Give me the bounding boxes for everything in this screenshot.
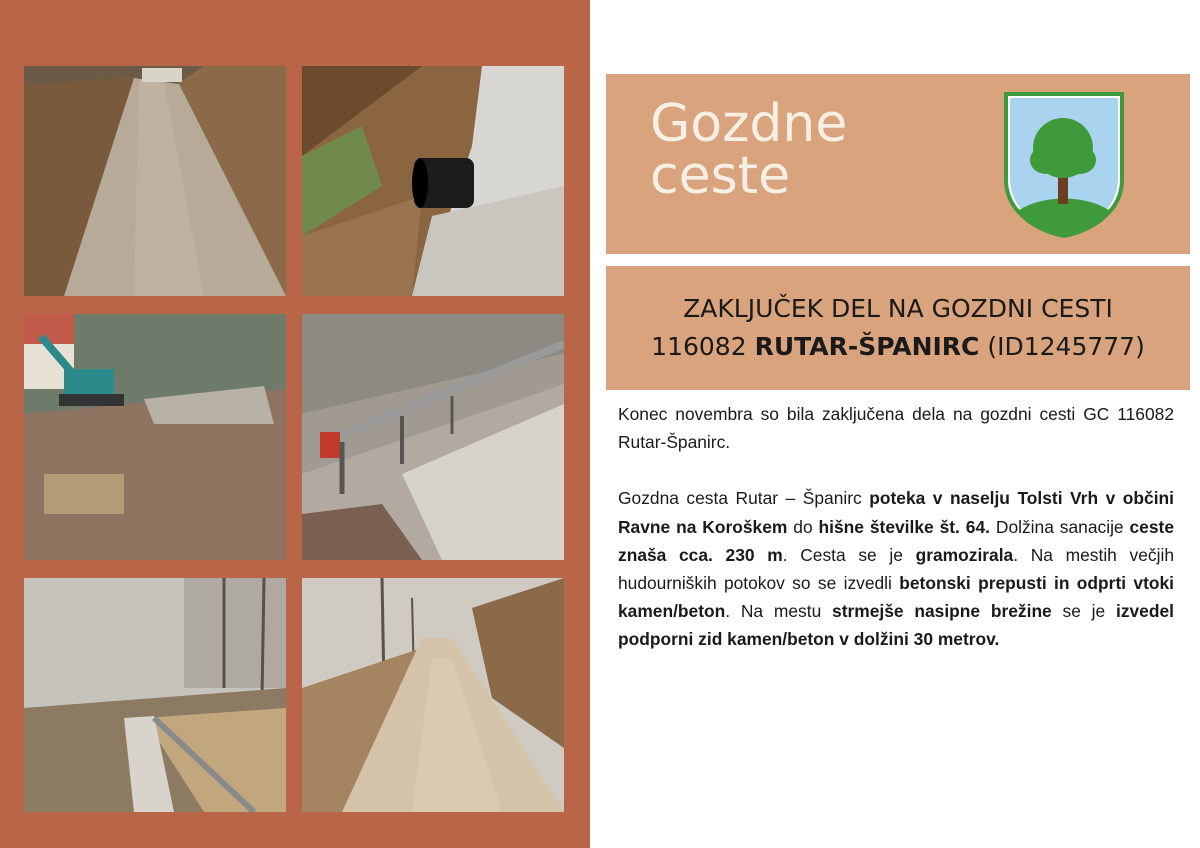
title-line-2: ceste bbox=[650, 146, 791, 206]
text-span: do bbox=[787, 516, 819, 537]
photo-finished-road bbox=[302, 578, 564, 812]
photo-excavator bbox=[24, 314, 286, 560]
bold-span: poteka v naselju Tolsti Vrh v občini Ravne na Koroškem bbox=[618, 488, 1174, 537]
page-title bbox=[650, 94, 848, 206]
text-span: Gozdna cesta Rutar – Španirc bbox=[618, 488, 870, 509]
title-box bbox=[606, 74, 1190, 254]
text-span: Dolžina sanacije bbox=[989, 516, 1130, 537]
title-line-1: Gozdne bbox=[650, 94, 848, 154]
bold-span: hišne številke št. 64. bbox=[818, 516, 990, 537]
heading-line-2 bbox=[651, 328, 1145, 366]
photo-panel bbox=[0, 0, 590, 848]
bold-span: betonski prepusti in odprti vtoki kamen/beton bbox=[618, 573, 1174, 622]
photo-culvert bbox=[302, 66, 564, 296]
paragraph-2 bbox=[618, 484, 1174, 653]
photo-guardrail-wall bbox=[302, 314, 564, 560]
heading-id: 116082 bbox=[651, 332, 755, 361]
text-span: . Na mestu bbox=[725, 601, 833, 622]
bold-span: izvedel podporni zid kamen/beton v dolžini 30 metrov. bbox=[618, 601, 1174, 650]
heading-line-1: ZAKLJUČEK DEL NA GOZDNI CESTI bbox=[683, 294, 1113, 323]
text-span: . Cesta se je bbox=[782, 544, 916, 565]
text-span: . Na mestih večjih hudourniških potokov so se izvedli bbox=[618, 544, 1174, 594]
photo-gravel-road bbox=[24, 66, 286, 296]
heading-suffix: (ID1245777) bbox=[979, 332, 1145, 361]
photo-fog-road bbox=[24, 578, 286, 812]
bold-span: strmejše nasipne brežine bbox=[832, 601, 1052, 622]
tree-crest-icon bbox=[1002, 90, 1126, 240]
heading-road-name: RUTAR-ŠPANIRC bbox=[754, 332, 980, 361]
article-heading bbox=[606, 266, 1190, 390]
bold-span: ceste znaša cca. 230 m bbox=[618, 516, 1174, 565]
article-body bbox=[618, 400, 1174, 682]
bold-span: gramozirala bbox=[915, 544, 1014, 565]
text-span: se je bbox=[1051, 601, 1116, 622]
paragraph-1: Konec novembra so bila zaključena dela na gozdni cesti GC 116082 Rutar-Španirc. bbox=[618, 404, 1174, 453]
